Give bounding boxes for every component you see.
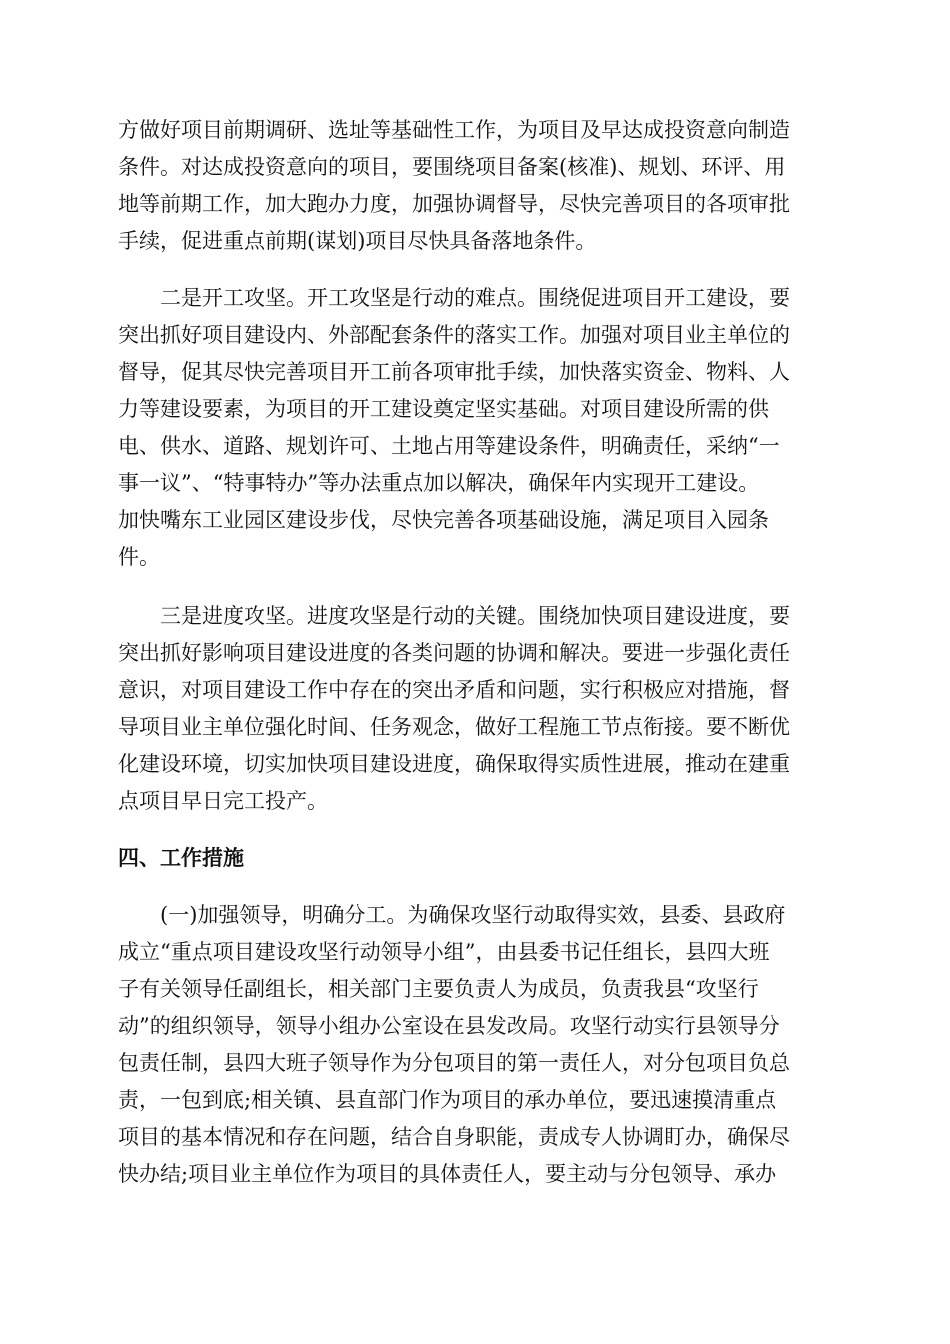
text-line: 条件。对达成投资意向的项目，要围绕项目备案(核准)、规划、环评、用 <box>118 155 786 179</box>
text-line: 责，一包到底;相关镇、县直部门作为项目的承办单位，要迅速摸清重点 <box>118 1088 777 1112</box>
text-line: 突出抓好项目建设内、外部配套条件的落实工作。加强对项目业主单位的 <box>118 323 790 347</box>
text-line: 项目的基本情况和存在问题，结合自身职能，责成专人协调盯办，确保尽 <box>118 1125 790 1149</box>
text-line: 力等建设要素，为项目的开工建设奠定坚实基础。对项目建设所需的供 <box>118 397 769 421</box>
text-line: 包责任制，县四大班子领导作为分包项目的第一责任人，对分包项目负总 <box>118 1051 790 1075</box>
text-line: 化建设环境，切实加快项目建设进度，确保取得实质性进展，推动在建重 <box>118 752 790 776</box>
text-line: 突出抓好影响项目建设进度的各类问题的协调和解决。要进一步强化责任 <box>118 641 790 665</box>
text-line: 三是进度攻坚。进度攻坚是行动的关键。围绕加快项目建设进度，要 <box>118 604 790 628</box>
text-line: 快办结;项目业主单位作为项目的具体责任人，要主动与分包领导、承办 <box>118 1162 777 1186</box>
text-line: 督导，促其尽快完善项目开工前各项审批手续，加快落实资金、物料、人 <box>118 360 790 384</box>
text-line: 点项目早日完工投产。 <box>118 789 328 813</box>
text-line: 加快嘴东工业园区建设步伐，尽快完善各项基础设施，满足项目入园条 <box>118 508 769 532</box>
text-line: 件。 <box>118 545 160 569</box>
text-line: 动”的组织领导，领导小组办公室设在县发改局。攻坚行动实行县领导分 <box>118 1014 780 1038</box>
text-line: 成立“重点项目建设攻坚行动领导小组”，由县委书记任组长，县四大班 <box>118 940 770 964</box>
text-line: 事一议”、“特事特办”等办法重点加以解决，确保年内实现开工建设。 <box>118 471 760 495</box>
text-line: 导项目业主单位强化时间、任务观念，做好工程施工节点衔接。要不断优 <box>118 715 790 739</box>
text-line: (一)加强领导，明确分工。为确保攻坚行动取得实效，县委、县政府 <box>118 903 786 927</box>
text-line: 电、供水、道路、规划许可、土地占用等建设条件，明确责任，采纳“一 <box>118 434 780 458</box>
text-line: 子有关领导任副组长，相关部门主要负责人为成员，负责我县“攻坚行 <box>118 977 759 1001</box>
text-line: 二是开工攻坚。开工攻坚是行动的难点。围绕促进项目开工建设，要 <box>118 286 790 310</box>
text-line: 手续，促进重点前期(谋划)项目尽快具备落地条件。 <box>118 229 597 253</box>
section-heading: 四、工作措施 <box>118 846 244 870</box>
text-line: 地等前期工作，加大跑办力度，加强协调督导，尽快完善项目的各项审批 <box>118 192 790 216</box>
text-line: 意识，对项目建设工作中存在的突出矛盾和问题，实行积极应对措施，督 <box>118 678 790 702</box>
text-line: 方做好项目前期调研、选址等基础性工作，为项目及早达成投资意向制造 <box>118 118 790 142</box>
